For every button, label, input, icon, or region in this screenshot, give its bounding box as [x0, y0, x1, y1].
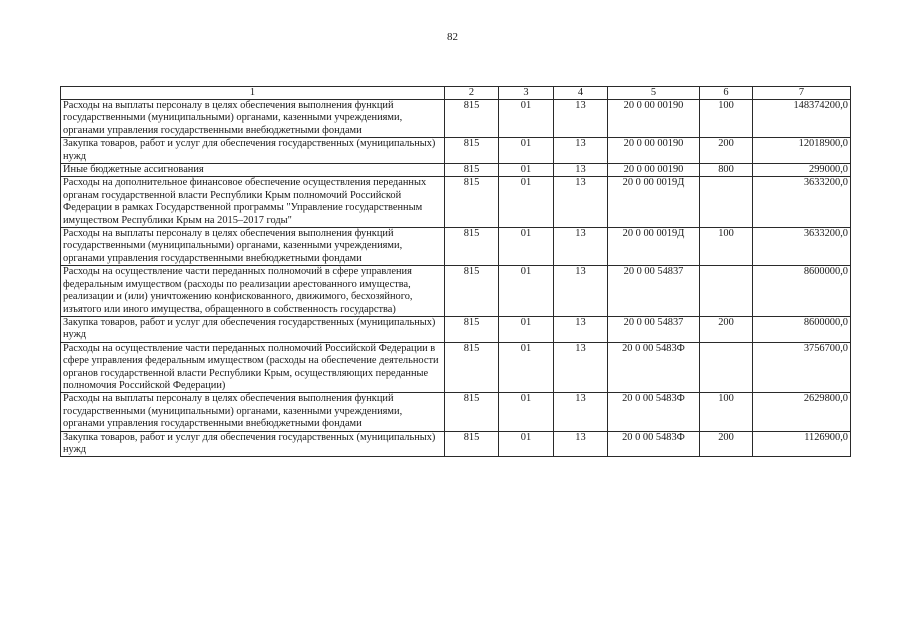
expense-type-code [700, 177, 753, 228]
section-code: 01 [499, 100, 554, 138]
expense-description: Расходы на осуществление части переданных полномочий в сфере управления федеральным имуществом (расходы по реализации арестованного имущества, реализации и (или) уничтожению конфискованного, движимого, бесхозяйного, изъятого или иного имущества, обращенного в собственность государства) [61, 266, 445, 317]
target-article-code: 20 0 00 0019Д [608, 177, 700, 228]
expense-type-code: 100 [700, 228, 753, 266]
ministry-code: 815 [445, 431, 499, 457]
subsection-code: 13 [554, 164, 608, 177]
table-row [61, 393, 851, 431]
ministry-code: 815 [445, 393, 499, 431]
page-number: 82 [447, 31, 458, 43]
subsection-code: 13 [554, 266, 608, 317]
section-code: 01 [499, 266, 554, 317]
section-code: 01 [499, 316, 554, 342]
target-article-code: 20 0 00 54837 [608, 316, 700, 342]
expense-type-code: 200 [700, 138, 753, 164]
expense-type-code: 200 [700, 316, 753, 342]
header-row [61, 87, 851, 100]
ministry-code: 815 [445, 100, 499, 138]
section-code: 01 [499, 431, 554, 457]
column-header: 4 [554, 87, 608, 100]
target-article-code: 20 0 00 5483Ф [608, 393, 700, 431]
target-article-code: 20 0 00 00190 [608, 100, 700, 138]
amount: 2629800,0 [753, 393, 851, 431]
table-header [61, 87, 851, 100]
amount: 3756700,0 [753, 342, 851, 393]
column-header: 2 [445, 87, 499, 100]
ministry-code: 815 [445, 177, 499, 228]
amount: 12018900,0 [753, 138, 851, 164]
amount: 3633200,0 [753, 228, 851, 266]
section-code: 01 [499, 393, 554, 431]
expense-type-code [700, 266, 753, 317]
table-row [61, 177, 851, 228]
target-article-code: 20 0 00 0019Д [608, 228, 700, 266]
subsection-code: 13 [554, 393, 608, 431]
table-row [61, 228, 851, 266]
target-article-code: 20 0 00 00190 [608, 138, 700, 164]
ministry-code: 815 [445, 266, 499, 317]
column-header: 3 [499, 87, 554, 100]
section-code: 01 [499, 228, 554, 266]
subsection-code: 13 [554, 100, 608, 138]
subsection-code: 13 [554, 138, 608, 164]
table-body [61, 100, 851, 457]
expense-description: Расходы на осуществление части переданных полномочий Российской Федерации в сфере управления федеральным имуществом (расходы на обеспечение деятельности органов государственной власти Республики Крым, осуществляющих переданные полномочия Российской Федерации) [61, 342, 445, 393]
section-code: 01 [499, 138, 554, 164]
amount: 3633200,0 [753, 177, 851, 228]
subsection-code: 13 [554, 228, 608, 266]
table-row [61, 164, 851, 177]
amount: 299000,0 [753, 164, 851, 177]
table-row [61, 138, 851, 164]
section-code: 01 [499, 177, 554, 228]
target-article-code: 20 0 00 5483Ф [608, 431, 700, 457]
ministry-code: 815 [445, 342, 499, 393]
expense-type-code: 100 [700, 393, 753, 431]
subsection-code: 13 [554, 342, 608, 393]
expense-description: Расходы на выплаты персоналу в целях обеспечения выполнения функций государственными (муниципальными) органами, казенными учреждениями, органами управления государственными внебюджетными фондами [61, 393, 445, 431]
subsection-code: 13 [554, 177, 608, 228]
expense-type-code: 800 [700, 164, 753, 177]
column-header: 6 [700, 87, 753, 100]
amount: 8600000,0 [753, 316, 851, 342]
column-header: 1 [61, 87, 445, 100]
column-header: 7 [753, 87, 851, 100]
column-header: 5 [608, 87, 700, 100]
expense-description: Расходы на дополнительное финансовое обеспечение осуществления переданных органам государственной власти Республики Крым полномочий Российской Федерации в рамках Государственной программы "Управление государственным имуществом Республики Крым на 2015–2017 годы" [61, 177, 445, 228]
target-article-code: 20 0 00 00190 [608, 164, 700, 177]
ministry-code: 815 [445, 228, 499, 266]
section-code: 01 [499, 342, 554, 393]
table-row [61, 100, 851, 138]
ministry-code: 815 [445, 164, 499, 177]
table-row [61, 316, 851, 342]
ministry-code: 815 [445, 316, 499, 342]
section-code: 01 [499, 164, 554, 177]
subsection-code: 13 [554, 316, 608, 342]
target-article-code: 20 0 00 54837 [608, 266, 700, 317]
table-row [61, 431, 851, 457]
table-row [61, 342, 851, 393]
expense-type-code [700, 342, 753, 393]
expense-description: Расходы на выплаты персоналу в целях обеспечения выполнения функций государственными (муниципальными) органами, казенными учреждениями, органами управления государственными внебюджетными фондами [61, 100, 445, 138]
expense-description: Закупка товаров, работ и услуг для обеспечения государственных (муниципальных) нужд [61, 138, 445, 164]
expense-type-code: 200 [700, 431, 753, 457]
expense-description: Иные бюджетные ассигнования [61, 164, 445, 177]
target-article-code: 20 0 00 5483Ф [608, 342, 700, 393]
ministry-code: 815 [445, 138, 499, 164]
expense-description: Закупка товаров, работ и услуг для обеспечения государственных (муниципальных) нужд [61, 316, 445, 342]
table-row [61, 266, 851, 317]
amount: 1126900,0 [753, 431, 851, 457]
amount: 8600000,0 [753, 266, 851, 317]
budget-table [60, 86, 851, 457]
expense-description: Закупка товаров, работ и услуг для обеспечения государственных (муниципальных) нужд [61, 431, 445, 457]
expense-description: Расходы на выплаты персоналу в целях обеспечения выполнения функций государственными (муниципальными) органами, казенными учреждениями, органами управления государственными внебюджетными фондами [61, 228, 445, 266]
amount: 148374200,0 [753, 100, 851, 138]
subsection-code: 13 [554, 431, 608, 457]
expense-type-code: 100 [700, 100, 753, 138]
